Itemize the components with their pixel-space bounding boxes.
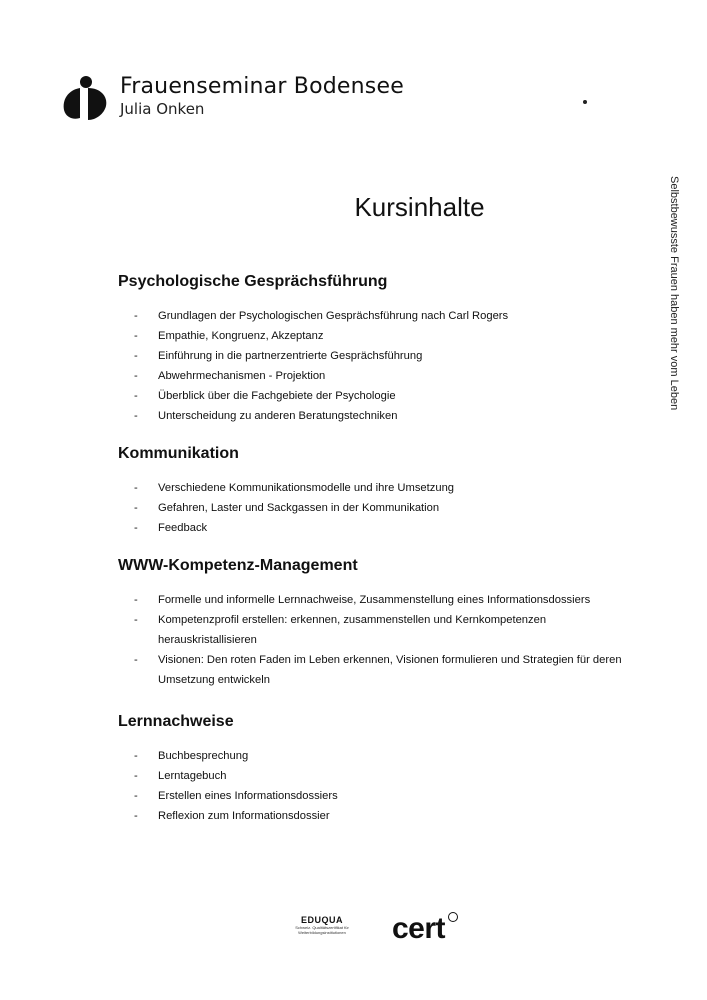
list-marker: -: [134, 790, 138, 802]
cert-ring-icon: [448, 912, 458, 922]
list-marker: -: [134, 410, 138, 422]
list-marker: -: [134, 502, 138, 514]
list-marker: -: [134, 770, 138, 782]
list-item: - Visionen: Den roten Faden im Leben erkennen, Visionen formulieren und Strategien für deren Umsetzung entwickeln: [118, 650, 638, 690]
list-item: - Gefahren, Laster und Sackgassen in der Kommunikation: [118, 498, 638, 518]
list-item: - Feedback: [118, 518, 638, 538]
list-item: - Lerntagebuch: [118, 766, 638, 786]
list-marker: -: [134, 522, 138, 534]
section-heading-psychologie: Psychologische Gesprächsführung: [118, 273, 388, 290]
section-heading-lernnachweise: Lernnachweise: [118, 713, 234, 730]
list-marker: -: [134, 810, 138, 822]
list-marker: -: [134, 390, 138, 402]
list-item: - Verschiedene Kommunikationsmodelle und ihre Umsetzung: [118, 478, 638, 498]
list-item: - Erstellen eines Informationsdossiers: [118, 786, 638, 806]
list-item: - Überblick über die Fachgebiete der Psychologie: [118, 386, 638, 406]
section-list-kompetenz: [118, 590, 638, 690]
list-item: - Reflexion zum Informationsdossier: [118, 806, 638, 826]
list-item: - Abwehrmechanismen - Projektion: [118, 366, 638, 386]
eduqua-name: EDUQUA: [300, 915, 343, 925]
org-name: Frauenseminar Bodensee: [120, 74, 404, 99]
list-marker: -: [134, 310, 138, 322]
list-marker: -: [134, 350, 138, 362]
list-marker: -: [134, 370, 138, 382]
list-item: - Einführung in die partnerzentrierte Gesprächsführung: [118, 346, 638, 366]
eduqua-subtitle: Schweiz. Qualitätszertifikat für Weiterbildungsinstitutionen: [295, 925, 349, 935]
section-list-psychologie: [118, 306, 638, 426]
section-heading-kommunikation: Kommunikation: [118, 445, 239, 462]
list-item: - Grundlagen der Psychologischen Gesprächsführung nach Carl Rogers: [118, 306, 638, 326]
cert-logo: cert: [392, 912, 446, 945]
list-marker: -: [134, 750, 138, 762]
frauenseminar-logo-icon: [60, 74, 112, 122]
list-marker: -: [134, 614, 138, 626]
list-marker: -: [134, 654, 138, 666]
list-item: - Buchbesprechung: [118, 746, 638, 766]
person-name: Julia Onken: [120, 100, 205, 118]
list-item: - Unterscheidung zu anderen Beratungstechniken: [118, 406, 638, 426]
section-list-lernnachweise: [118, 746, 638, 826]
list-item: - Kompetenzprofil erstellen: erkennen, zusammenstellen und Kernkompetenzen herauskristallisieren: [118, 610, 638, 650]
side-slogan: Selbstbewusste Frauen haben mehr vom Leben: [668, 176, 680, 411]
page-title: Kursinhalte: [354, 192, 485, 222]
list-item: - Formelle und informelle Lernnachweise, Zusammenstellung eines Informationsdossiers: [118, 590, 638, 610]
eduqua-logo: [282, 915, 362, 935]
scan-speck: [583, 100, 587, 104]
list-marker: -: [134, 594, 138, 606]
list-marker: -: [134, 482, 138, 494]
course-content: [118, 272, 638, 826]
list-marker: -: [134, 330, 138, 342]
list-item: - Empathie, Kongruenz, Akzeptanz: [118, 326, 638, 346]
section-list-kommunikation: [118, 478, 638, 538]
brand-block: [120, 74, 404, 118]
section-heading-kompetenz: WWW-Kompetenz-Management: [118, 557, 358, 574]
